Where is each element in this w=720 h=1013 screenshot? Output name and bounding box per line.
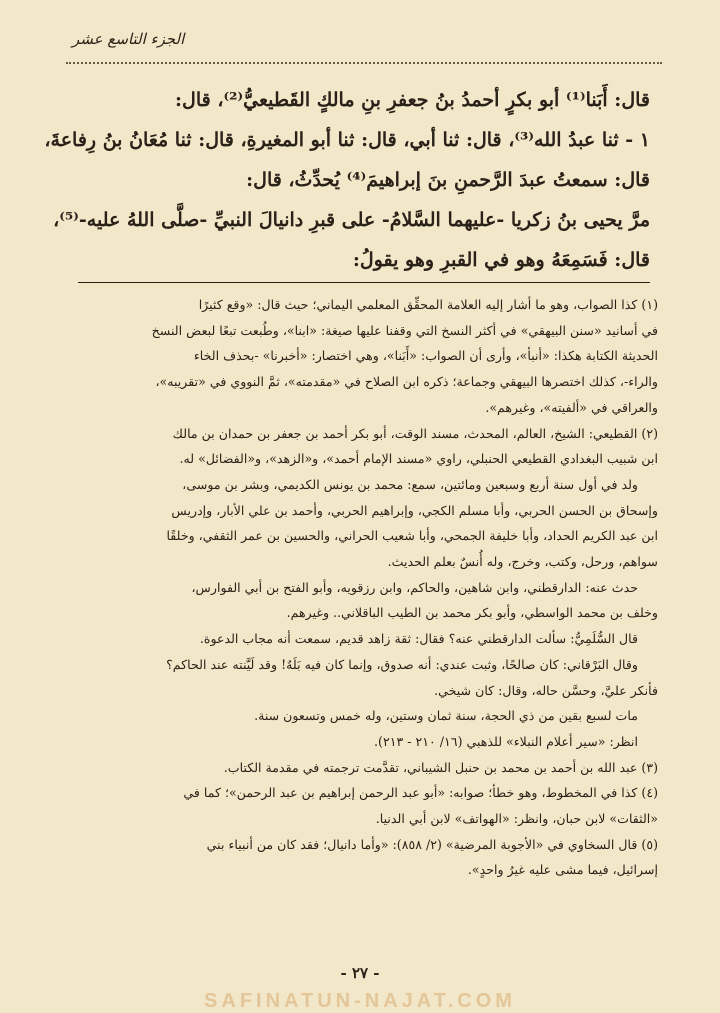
footnote-line: انظر: «سير أعلام النبلاء» للذهبي (١٦/ ٢١٠ - ٢١٣). [374,733,638,749]
main-line: ١ - ثنا عبدُ الله⁽³⁾، قال: ثنا أبي، قال: ثنا أبو المغيرةِ، قال: ثنا مُعَانُ بنُ رِفاعةَ، [44,129,650,151]
footnote-line: في أسانيد «سنن البيهقي» في أكثر النسخ التي وقفنا عليها صيغة: «ابنا»، وطُبعت تبعًا لبعض النسخ [151,322,658,338]
footnote-line: إسرائيل، فيما مشى عليه غيرُ واحدٍ». [467,862,658,878]
footnote-line: «الثقات» لابن حبان، وانظر: «الهواتف» لابن أبي الدنيا. [375,811,658,827]
footnote-line: ابن شبيب البغدادي القطيعي الحنبلي، راوي «مسند الإمام أحمد»، و«الزهد»، و«الفضائل» له. [179,451,658,467]
footnote-line: (٤) كذا في المخطوط، وهو خطأ؛ صوابه: «أبو عبد الرحمن إبراهيم بن عبد الرحمن»؛ كما في [183,785,658,801]
footnote-line: (٣) عبد الله بن أحمد بن محمد بن حنبل الشيباني، تقدَّمت ترجمته في مقدمة الكتاب. [223,759,658,775]
footnote-line: حدث عنه: الدارقطني، وابن شاهين، والحاكم، وابن رزقويه، وأبو الفتح بن أبي الفوارس، [191,579,638,595]
footnote-line: ولد في أول سنة أربع وسبعين ومائتين، سمع: محمد بن يونس الكديمي، وبشر بن موسى، [182,476,638,492]
main-line: قال: فَسَمِعَهُ وهو في القبرِ وهو يقولُ: [352,249,650,271]
footnote-line: (٢) القطيعي: الشيخ، العالم، المحدث، مسند الوقت، أبو بكر أحمد بن جعفر بن حمدان بن مالك [172,425,658,441]
footnote-line: والعراقي في «ألفيته»، وغيرهم». [485,399,658,415]
running-title: الجزء التاسع عشر [72,30,185,48]
footnote-line: والراء-، كذلك اختصرها البيهقي وجماعة؛ ذكره ابن الصلاح في «مقدمته»، ثمَّ النووي في «تقريبه»، [155,374,658,390]
main-line: قال: أَبَنا⁽¹⁾ أبو بكرٍ أحمدُ بنُ جعفرِ بنِ مالكٍ القَطيعيُّ⁽²⁾، قال: [175,89,650,111]
footnote-line: قال السُّلَمِيُّ: سألت الدارقطني عنه؟ فقال: ثقة زاهد قديم، سمعت أنه مجاب الدعوة. [199,631,638,647]
footnote-line: مات لسبع بقين من ذي الحجة، سنة ثمان وستين، وله خمس وتسعون سنة. [254,708,638,724]
footnote-line: وإسحاق بن الحسن الحربي، وأبا مسلم الكجي، وإبراهيم الحربي، وأحمد بن علي الأبار، وإدريس [171,502,658,518]
main-line: مرَّ يحيى بنُ زكريا -عليهما السَّلامُ- على قبرِ دانيالَ النبيِّ -صلَّى اللهُ عليه-⁽⁵⁾، [53,209,650,231]
footnote-line: الحديثة الكتابة هكذا: «أنبأ»، وأرى أن الصواب: «أَبَنا»، وهي اختصار: «أخبرنا» -بحذف الخاء [193,348,658,364]
footnote-line: ابن عبد الكريم الحداد، وأبا خليفة الجمحي، وأبا شعيب الحراني، والحسين بن عمر الثقفي، وخلقًا [166,528,658,544]
footnote-line: سواهم، ورحل، وكتب، وخرج، وله أُنسٌ بعلم الحديث. [387,554,658,570]
footnote-line: وقال البَرْقاني: كان صالحًا، وثبت عندي: أنه صدوق، وإنما كان فيه بَلَهٌ! وقد لَيَّنته عند الحاكم؟ [166,656,638,672]
page-number: - ٢٧ - [340,964,380,982]
footnotes [66,292,658,883]
footnote-line: فأنكر عليَّ، وحسَّن حاله، وقال: كان شيخي. [434,682,658,698]
main-text [44,80,650,280]
footnote-line: (١) كذا الصواب، وهو ما أشار إليه العلامة المحقِّق المعلمي اليماني؛ حيث قال: «وقع كثيرًا [198,297,658,312]
footnote-line: وخلف بن محمد الواسطي، وأبو بكر محمد بن الطيب الباقلاني.. وغيرهم. [286,605,658,621]
footnote-divider [78,282,650,283]
footnote-line: (٥) قال السخاوي في «الأجوبة المرضية» (٢/ ٨٥٨): «وأما دانيال؛ فقد كان من أنبياء بني [206,836,658,852]
watermark: SAFINATUN-NAJAT.COM [204,990,516,1012]
main-line: قال: سمعتُ عبدَ الرَّحمنِ بنَ إبراهيمَ⁽⁴⁾ يُحدِّثُ، قال: [246,169,650,191]
header-divider [66,62,662,64]
